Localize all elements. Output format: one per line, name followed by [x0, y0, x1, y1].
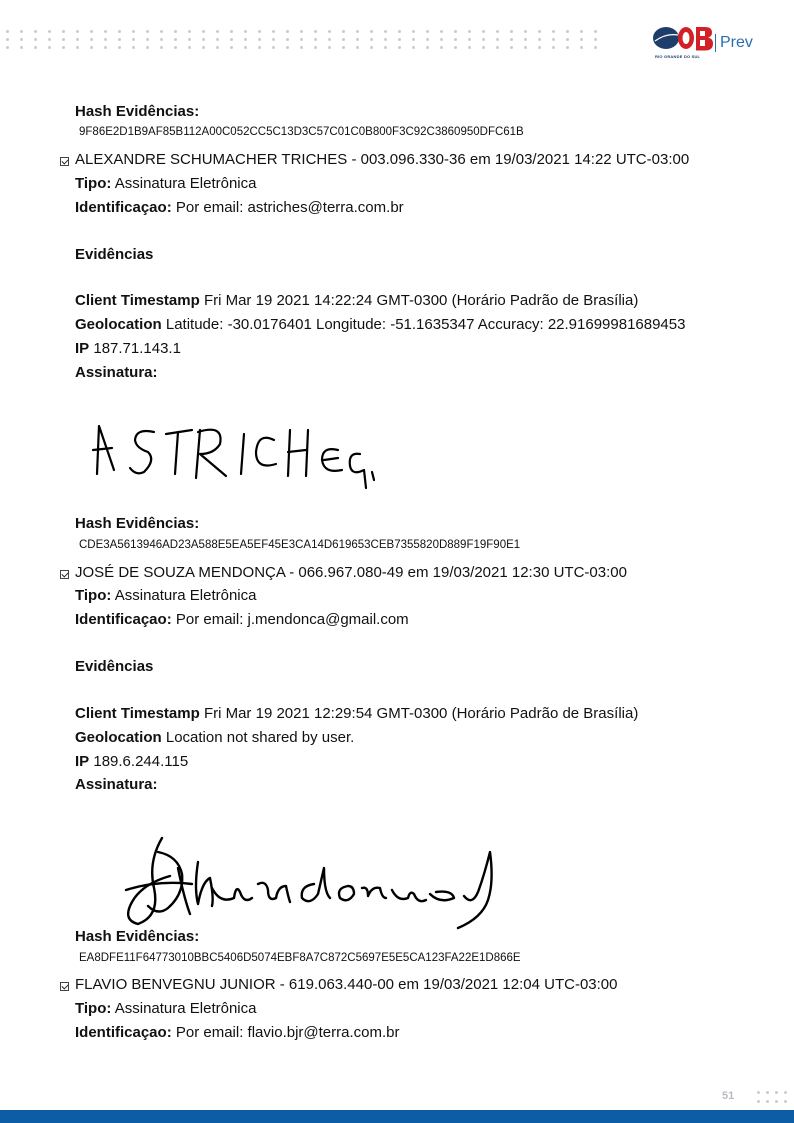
- hash-label: Hash Evidências:: [75, 103, 200, 120]
- decorative-dot: [370, 46, 373, 49]
- decorative-dot: [552, 46, 555, 49]
- decorative-dot: [566, 38, 569, 41]
- decorative-dot: [314, 38, 317, 41]
- decorative-dot: [440, 30, 443, 33]
- decorative-dot: [202, 30, 205, 33]
- decorative-dot: [48, 46, 51, 49]
- decorative-dot: [272, 30, 275, 33]
- hash-label: Hash Evidências:: [75, 928, 200, 945]
- decorative-dot: [188, 38, 191, 41]
- decorative-dot: [132, 38, 135, 41]
- decorative-dot: [62, 30, 65, 33]
- decorative-dot-grid: [6, 30, 597, 49]
- decorative-dot: [566, 46, 569, 49]
- decorative-dot: [510, 46, 513, 49]
- decorative-dot: [104, 38, 107, 41]
- page-number: 51: [722, 1090, 735, 1102]
- ip-row: IP 187.71.143.1: [75, 340, 181, 357]
- decorative-dot: [342, 30, 345, 33]
- decorative-dot: [510, 30, 513, 33]
- identificacao-row: Identificaçao: Por email: astriches@terra.com.br: [75, 199, 404, 216]
- geolocation-row: Geolocation Latitude: -30.0176401 Longitude: -51.1635347 Accuracy: 22.91699981689453: [75, 316, 686, 333]
- decorative-dot: [132, 30, 135, 33]
- identificacao-row: Identificaçao: Por email: j.mendonca@gmail.com: [75, 611, 409, 628]
- decorative-dot: [328, 46, 331, 49]
- decorative-dot: [90, 46, 93, 49]
- decorative-dot: [286, 46, 289, 49]
- decorative-dot: [524, 30, 527, 33]
- decorative-dot: [118, 30, 121, 33]
- decorative-dot: [160, 46, 163, 49]
- decorative-dot: [230, 30, 233, 33]
- decorative-dot: [412, 38, 415, 41]
- signer-name: JOSÉ DE SOUZA MENDONÇA - 066.967.080-49 em 19/03/2021 12:30 UTC-03:00: [75, 564, 627, 581]
- decorative-dot: [300, 46, 303, 49]
- signature-image-triches: [90, 418, 385, 490]
- decorative-dot: [20, 30, 23, 33]
- decorative-dot: [398, 46, 401, 49]
- decorative-dot: [272, 38, 275, 41]
- decorative-dot: [524, 46, 527, 49]
- decorative-dot: [496, 38, 499, 41]
- decorative-dot: [482, 30, 485, 33]
- decorative-dot: [552, 30, 555, 33]
- decorative-dot: [20, 46, 23, 49]
- signer-header: [60, 151, 689, 169]
- signer-name: ALEXANDRE SCHUMACHER TRICHES - 003.096.330-36 em 19/03/2021 14:22 UTC-03:00: [75, 151, 690, 168]
- decorative-dot: [6, 30, 9, 33]
- decorative-dot: [328, 30, 331, 33]
- client-timestamp-row: Client Timestamp Fri Mar 19 2021 12:29:54 GMT-0300 (Horário Padrão de Brasília): [75, 705, 639, 722]
- decorative-dot: [300, 38, 303, 41]
- decorative-dot: [426, 30, 429, 33]
- decorative-dot: [784, 1091, 787, 1094]
- decorative-dot: [538, 30, 541, 33]
- logo-subtitle: RIO GRANDE DO SUL: [655, 54, 701, 59]
- decorative-dot: [90, 30, 93, 33]
- oab-logo-mark: [652, 25, 714, 53]
- geolocation-row: Geolocation Location not shared by user.: [75, 729, 355, 746]
- decorative-dot: [146, 30, 149, 33]
- decorative-dot: [90, 38, 93, 41]
- footer-bar: [0, 1110, 794, 1123]
- identificacao-row: Identificaçao: Por email: flavio.bjr@terra.com.br: [75, 1024, 400, 1041]
- checkbox-checked-icon: [60, 982, 69, 991]
- decorative-dot: [356, 30, 359, 33]
- decorative-dot: [594, 30, 597, 33]
- assinatura-label: Assinatura:: [75, 776, 158, 793]
- decorative-dot: [454, 38, 457, 41]
- decorative-dot: [6, 46, 9, 49]
- decorative-dot: [384, 30, 387, 33]
- hash-value: CDE3A5613946AD23A588E5EA5EF45E3CA14D619653CEB7355820D889F19F90E1: [79, 539, 521, 551]
- signature-image-mendonca: [118, 832, 503, 930]
- decorative-dot: [468, 38, 471, 41]
- decorative-dot: [146, 46, 149, 49]
- decorative-dot: [580, 46, 583, 49]
- signer-header: [60, 976, 618, 994]
- decorative-dot: [356, 38, 359, 41]
- decorative-dot: [510, 38, 513, 41]
- checkbox-checked-icon: [60, 570, 69, 579]
- decorative-dot-grid: [757, 1091, 787, 1103]
- hash-value: 9F86E2D1B9AF85B112A00C052CC5C13D3C57C01C0B800F3C92C3860950DFC61B: [79, 126, 524, 138]
- decorative-dot: [34, 30, 37, 33]
- decorative-dot: [775, 1091, 778, 1094]
- decorative-dot: [398, 30, 401, 33]
- decorative-dot: [496, 30, 499, 33]
- tipo-row: Tipo: Assinatura Eletrônica: [75, 175, 257, 192]
- client-timestamp-row: Client Timestamp Fri Mar 19 2021 14:22:24 GMT-0300 (Horário Padrão de Brasília): [75, 292, 639, 309]
- decorative-dot: [384, 38, 387, 41]
- decorative-dot: [300, 30, 303, 33]
- decorative-dot: [76, 30, 79, 33]
- ip-row: IP 189.6.244.115: [75, 753, 189, 770]
- checkbox-checked-icon: [60, 157, 69, 166]
- decorative-dot: [174, 30, 177, 33]
- decorative-dot: [174, 38, 177, 41]
- decorative-dot: [146, 38, 149, 41]
- decorative-dot: [454, 46, 457, 49]
- decorative-dot: [34, 46, 37, 49]
- decorative-dot: [594, 46, 597, 49]
- decorative-dot: [118, 38, 121, 41]
- decorative-dot: [160, 30, 163, 33]
- evidencias-heading: Evidências: [75, 658, 154, 675]
- decorative-dot: [244, 30, 247, 33]
- decorative-dot: [757, 1091, 760, 1094]
- decorative-dot: [440, 38, 443, 41]
- decorative-dot: [160, 38, 163, 41]
- tipo-row: Tipo: Assinatura Eletrônica: [75, 1000, 257, 1017]
- decorative-dot: [766, 1091, 769, 1094]
- decorative-dot: [118, 46, 121, 49]
- decorative-dot: [784, 1100, 787, 1103]
- decorative-dot: [370, 38, 373, 41]
- decorative-dot: [440, 46, 443, 49]
- decorative-dot: [286, 38, 289, 41]
- decorative-dot: [496, 46, 499, 49]
- decorative-dot: [258, 46, 261, 49]
- decorative-dot: [384, 46, 387, 49]
- decorative-dot: [104, 30, 107, 33]
- tipo-row: Tipo: Assinatura Eletrônica: [75, 587, 257, 604]
- logo-product-name: Prev: [720, 34, 753, 51]
- signer-name: FLAVIO BENVEGNU JUNIOR - 619.063.440-00 em 19/03/2021 12:04 UTC-03:00: [75, 976, 618, 993]
- decorative-dot: [314, 46, 317, 49]
- decorative-dot: [580, 30, 583, 33]
- decorative-dot: [188, 30, 191, 33]
- decorative-dot: [468, 46, 471, 49]
- decorative-dot: [174, 46, 177, 49]
- decorative-dot: [48, 30, 51, 33]
- decorative-dot: [132, 46, 135, 49]
- assinatura-label: Assinatura:: [75, 364, 158, 381]
- oab-prev-logo: [652, 25, 762, 59]
- decorative-dot: [766, 1100, 769, 1103]
- decorative-dot: [62, 38, 65, 41]
- decorative-dot: [286, 30, 289, 33]
- decorative-dot: [580, 38, 583, 41]
- decorative-dot: [412, 30, 415, 33]
- decorative-dot: [552, 38, 555, 41]
- decorative-dot: [398, 38, 401, 41]
- decorative-dot: [202, 38, 205, 41]
- decorative-dot: [342, 46, 345, 49]
- decorative-dot: [202, 46, 205, 49]
- decorative-dot: [454, 30, 457, 33]
- decorative-dot: [314, 30, 317, 33]
- decorative-dot: [426, 38, 429, 41]
- decorative-dot: [594, 38, 597, 41]
- decorative-dot: [538, 46, 541, 49]
- decorative-dot: [76, 38, 79, 41]
- decorative-dot: [566, 30, 569, 33]
- decorative-dot: [20, 38, 23, 41]
- decorative-dot: [328, 38, 331, 41]
- decorative-dot: [216, 30, 219, 33]
- decorative-dot: [62, 46, 65, 49]
- decorative-dot: [76, 46, 79, 49]
- evidencias-heading: Evidências: [75, 246, 154, 263]
- decorative-dot: [258, 38, 261, 41]
- decorative-dot: [370, 30, 373, 33]
- decorative-dot: [230, 46, 233, 49]
- decorative-dot: [244, 38, 247, 41]
- decorative-dot: [757, 1100, 760, 1103]
- decorative-dot: [524, 38, 527, 41]
- decorative-dot: [775, 1100, 778, 1103]
- decorative-dot: [538, 38, 541, 41]
- decorative-dot: [482, 38, 485, 41]
- logo-divider: [715, 34, 716, 52]
- decorative-dot: [6, 38, 9, 41]
- decorative-dot: [426, 46, 429, 49]
- decorative-dot: [48, 38, 51, 41]
- hash-label: Hash Evidências:: [75, 515, 200, 532]
- decorative-dot: [342, 38, 345, 41]
- decorative-dot: [244, 46, 247, 49]
- decorative-dot: [104, 46, 107, 49]
- decorative-dot: [468, 30, 471, 33]
- decorative-dot: [216, 46, 219, 49]
- decorative-dot: [258, 30, 261, 33]
- decorative-dot: [188, 46, 191, 49]
- decorative-dot: [34, 38, 37, 41]
- hash-value: EA8DFE11F64773010BBC5406D5074EBF8A7C872C5697E5E5CA123FA22E1D866E: [79, 952, 521, 964]
- decorative-dot: [230, 38, 233, 41]
- decorative-dot: [412, 46, 415, 49]
- decorative-dot: [482, 46, 485, 49]
- decorative-dot: [356, 46, 359, 49]
- decorative-dot: [216, 38, 219, 41]
- signer-header: [60, 564, 627, 582]
- decorative-dot: [272, 46, 275, 49]
